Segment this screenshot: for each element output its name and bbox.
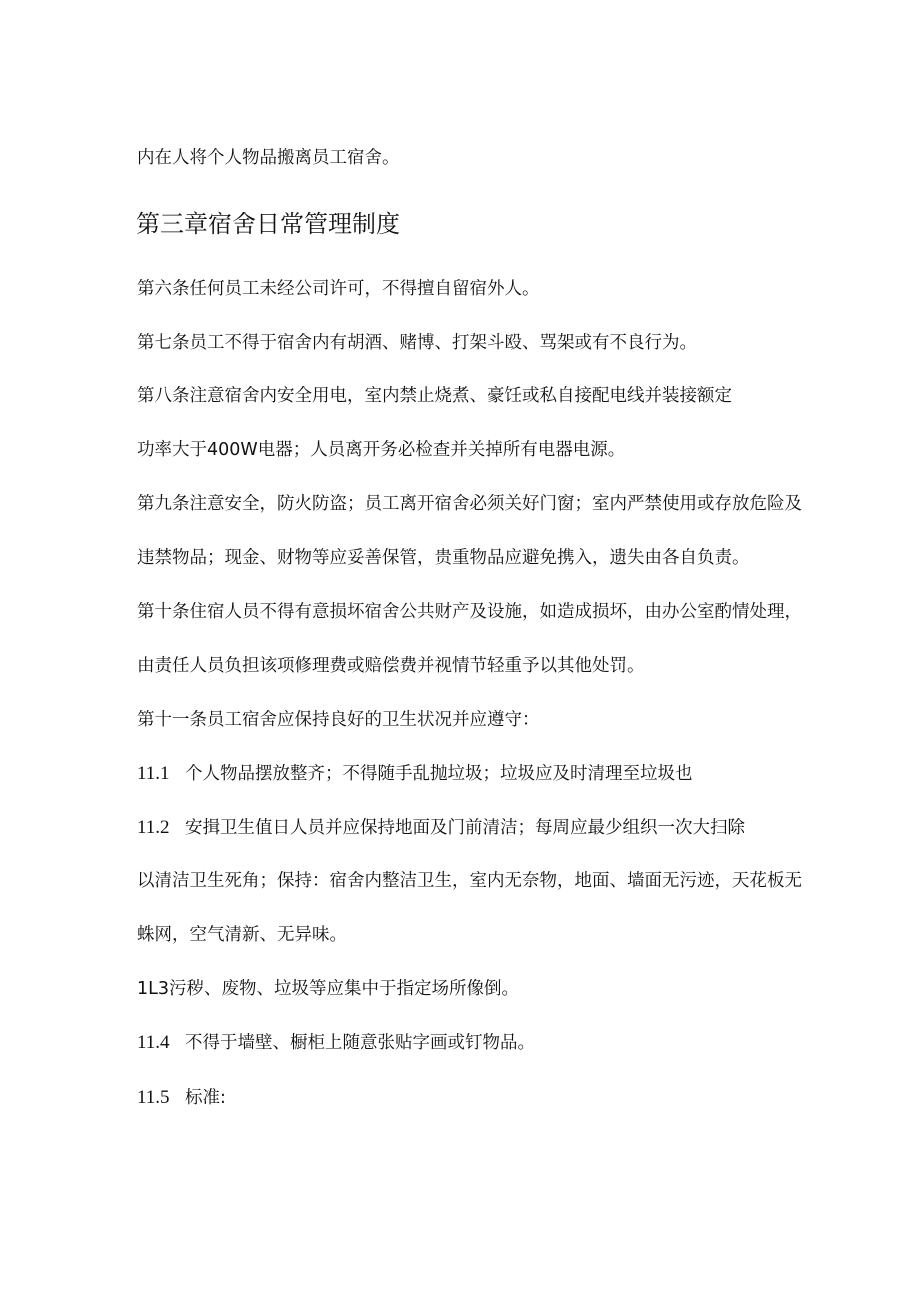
item-11-1 <box>137 762 693 786</box>
item-11-2-text: 安揖卫生值日人员并应保持地面及门前清洁；每周应最少组织一次大扫除 <box>185 818 745 838</box>
continuation-text: 内在人将个人物品搬离员工宿舍。 <box>137 148 400 168</box>
article-11-intro: 第十一条员工宿舍应保持良好的卫生状况并应遵守： <box>137 710 540 730</box>
article-8-line-2: 功率大于400W电器；人员离开务必检查并关掉所有电器电源。 <box>137 440 626 460</box>
item-11-4-text: 不得于墙壁、橱柜上随意张贴字画或钉物品。 <box>185 1033 535 1053</box>
item-11-1-text: 个人物品摆放整齐；不得随手乱抛垃圾；垃圾应及时清理至垃圾也 <box>185 764 693 784</box>
article-6: 第六条任何员工未经公司许可，不得擅自留宿外人。 <box>137 279 540 299</box>
item-11-2-line-3: 蛛网，空气清新、无异味。 <box>137 925 347 945</box>
item-11-5-text: 标准: <box>185 1088 226 1108</box>
article-9-line-2: 违禁物品；现金、财物等应妥善保管，贵重物品应避免携入，遗失由各自负责。 <box>137 548 750 568</box>
article-8-line-1: 第八条注意宿舍内安全用电，室内禁止烧煮、豪饪或私自接配电线并装接额定 <box>137 386 732 406</box>
item-11-1-number: 11.1 <box>137 763 170 784</box>
article-10-line-2: 由责任人员负担该项修理费或赔偿费并视情节轻重予以其他处罚。 <box>137 656 645 676</box>
item-11-4 <box>137 1031 535 1055</box>
article-10-line-1: 第十条住宿人员不得有意损坏宿舍公共财产及设施，如造成损坏，由办公室酌情处理， <box>137 602 802 622</box>
item-11-2-number: 11.2 <box>137 817 170 838</box>
item-11-4-number: 11.4 <box>137 1032 170 1053</box>
chapter-title: 第三章宿舍日常管理制度 <box>136 210 400 238</box>
article-7: 第七条员工不得于宿舍内有胡酒、赌博、打架斗殴、骂架或有不良行为。 <box>137 333 697 353</box>
item-11-5-number: 11.5 <box>137 1087 170 1108</box>
item-11-2-line-2: 以清洁卫生死角；保持：宿舍内整洁卫生，室内无奈物，地面、墙面无污迹，天花板无 <box>137 871 802 891</box>
item-11-3: 1L3污秽、废物、垃圾等应集中于指定场所像倒。 <box>137 979 520 999</box>
item-11-2 <box>137 816 745 840</box>
article-9-line-1: 第九条注意安全，防火防盗；员工离开宿舍必须关好门窗；室内严禁使用或存放危险及 <box>137 494 802 514</box>
item-11-5 <box>137 1086 226 1110</box>
